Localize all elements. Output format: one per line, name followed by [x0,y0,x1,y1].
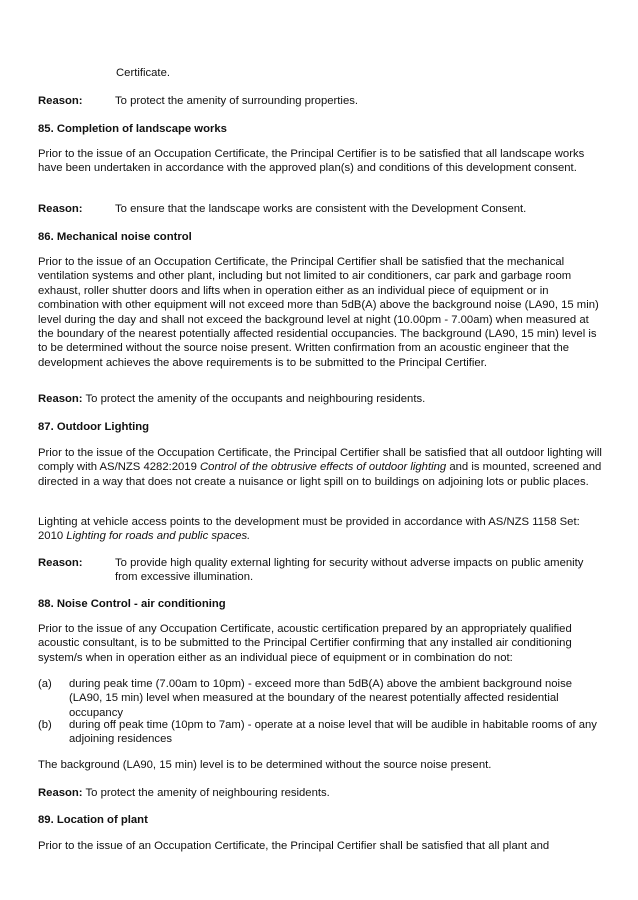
paragraph-85: Prior to the issue of an Occupation Certificate, the Principal Certifier is to be satisfied that all landscape works have been undertaken in accordance with the approved plan(s) and conditions of this development consent. [38,148,585,175]
reason-85 [38,202,604,216]
standard-title: Lighting for roads and public spaces. [66,530,251,543]
reason-text: To protect the amenity of neighbouring residents. [85,787,330,799]
paragraph-87: Prior to the issue of the Occupation Certificate, the Principal Certifier shall be satisfied that all outdoor lighting will comply with AS/NZS 4282:2019 Control of the obtrusive effects of outdoor lighting and is mounted, screened and directed in a way that does not create a nuisance or light spill on to buildings on adjoining lots or public places. [38,447,602,488]
reason-label: Reason: [38,95,83,107]
paragraph-86: Prior to the issue of an Occupation Certificate, the Principal Certifier shall be satisfied that the mechanical ventilation systems and other plant, including but not limited to air conditioners, car park and garbage room exhaust, roller shutter doors and lifts when in operation either as an individual piece of equipment or in combination with other equipment will not exceed more than 5dB(A) above the background noise (LA90, 15 min) level during the day and shall not exceed the background level at night (10.00pm - 7.00am) when measured at the boundary of the nearest potentially affected residential occupancies. The background (LA90, 15 min) level is to be determined without the source noise present. Written confirmation from an acoustic engineer that the development achieves the above requirements is to be submitted to the Principal Certifier. [38,256,599,369]
reason-84 [38,94,604,108]
heading-87: 87. Outdoor Lighting [38,421,150,433]
list-marker: (b) [38,719,52,731]
list-marker: (a) [38,678,52,690]
list-text: during peak time (7.00am to 10pm) - exceed more than 5dB(A) above the ambient background noise (LA90, 15 min) level when measured at the boundary of the nearest potentially affected residential occupancy [69,678,572,719]
reason-86 [38,392,604,406]
list-item [38,677,604,720]
list-text: during off peak time (10pm to 7am) - operate at a noise level that will be audible in habitable rooms of any adjoining residences [69,719,597,746]
paragraph-89: Prior to the issue of an Occupation Certificate, the Principal Certifier shall be satisfied that all plant and [38,840,550,852]
paragraph-87-lighting: Lighting at vehicle access points to the development must be provided in accordance with AS/NZS 1158 Set: 2010 Lighting for roads and public spaces. [38,516,580,543]
reason-text: To protect the amenity of surrounding properties. [115,95,359,107]
list-item [38,718,604,747]
reason-text: To ensure that the landscape works are consistent with the Development Consent. [115,203,527,215]
reason-label: Reason: [38,557,83,569]
paragraph-88-background: The background (LA90, 15 min) level is to be determined without the source noise present. [38,759,492,771]
reason-label: Reason: [38,203,83,215]
reason-87 [38,556,604,585]
paragraph-88: Prior to the issue of any Occupation Certificate, acoustic certification prepared by an appropriately qualified acoustic consultant, is to be submitted to the Principal Certifier confirming that any installed air conditioning system/s when in operation either as an individual piece of equipment or in combination do not: [38,623,572,664]
heading-86: 86. Mechanical noise control [38,231,192,243]
top-fragment: Certificate. [116,67,170,79]
reason-label: Reason: [38,393,83,405]
heading-88: 88. Noise Control - air conditioning [38,598,226,610]
heading-89: 89. Location of plant [38,814,148,826]
standard-title: Control of the obtrusive effects of outdoor lighting [200,461,447,474]
heading-85: 85. Completion of landscape works [38,123,227,135]
reason-text: To provide high quality external lighting for security without adverse impacts on public amenity from excessive illumination. [115,557,584,584]
reason-label: Reason: [38,787,83,799]
reason-text: To protect the amenity of the occupants and neighbouring residents. [85,393,426,405]
reason-88 [38,786,604,800]
